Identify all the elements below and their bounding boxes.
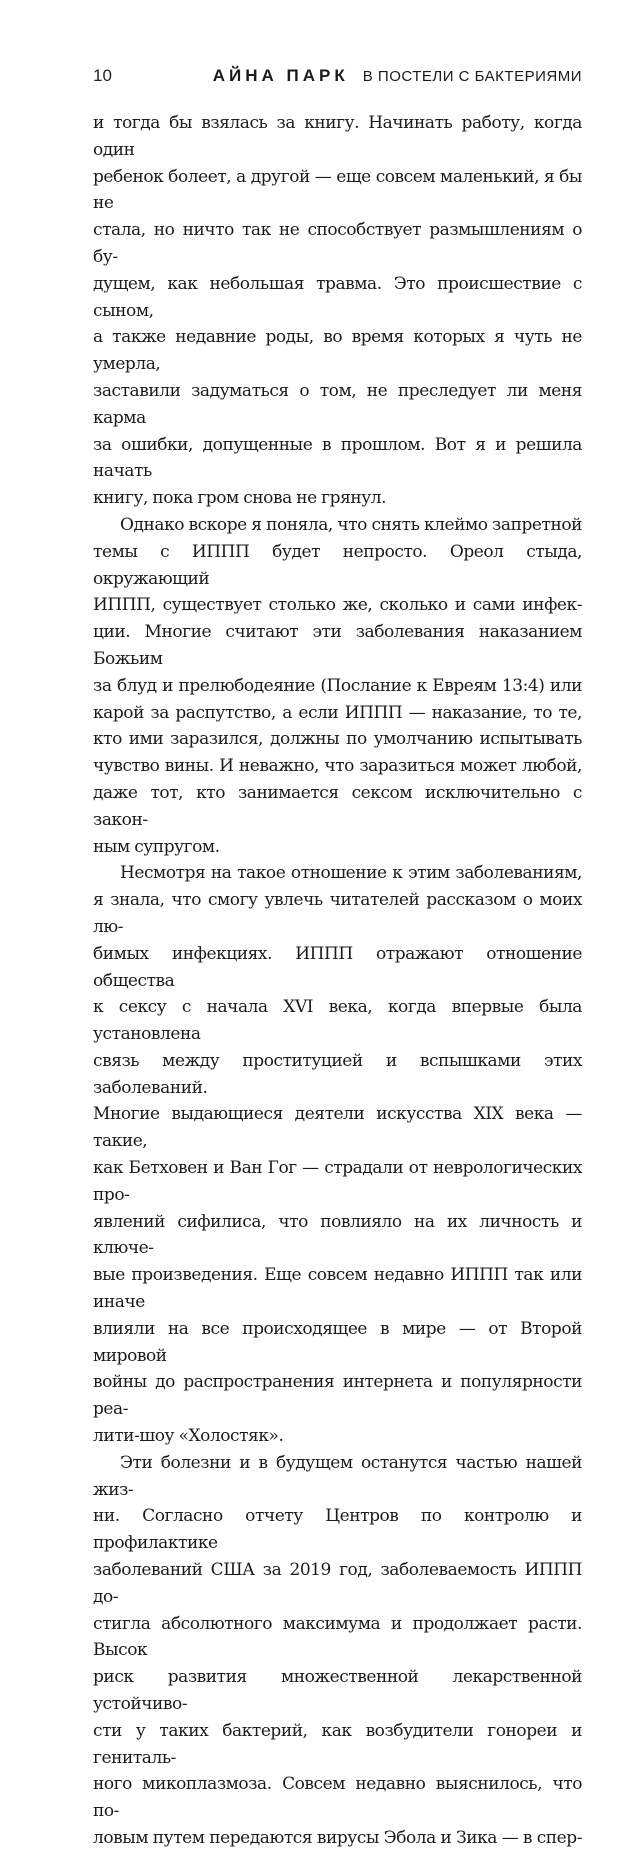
paragraph: [93, 110, 582, 512]
text-line: как Бетховен и Ван Гог — страдали от неврологических про-: [93, 1158, 582, 1205]
text-line: ным супругом.: [93, 836, 220, 857]
text-line: дущем, как небольшая травма. Это происшествие с сыном,: [93, 273, 582, 321]
page-number: 10: [93, 66, 112, 85]
text-line: книгу, пока гром снова не грянул.: [93, 488, 387, 509]
text-line: и тогда бы взялась за книгу. Начинать работу, когда один: [93, 113, 582, 160]
text-line: ребенок болеет, а другой — еще совсем маленький, я бы не: [93, 166, 582, 214]
text-line: кто ими заразился, должны по умолчанию испытывать: [93, 729, 582, 750]
paragraph: [93, 512, 582, 860]
text-line: стала, но ничто так не способствует размышлениям о бу-: [93, 220, 582, 267]
paragraph: [93, 860, 582, 1450]
body-text: [93, 110, 582, 1852]
book-title: В ПОСТЕЛИ С БАКТЕРИЯМИ: [362, 68, 582, 85]
text-line: явлений сифилиса, что повлияло на их личность и ключе-: [93, 1211, 582, 1259]
text-line: я знала, что смогу увлечь читателей рассказом о моих лю-: [93, 890, 582, 937]
text-line: а также недавние роды, во время которых я чуть не умерла,: [93, 327, 582, 375]
text-line: Эти болезни и в будущем останутся частью нашей жиз-: [93, 1452, 582, 1500]
text-line: к сексу с начала XVI века, когда впервые была установлена: [93, 997, 582, 1045]
text-line: Многие выдающиеся деятели искусства XIX века — такие,: [93, 1104, 582, 1152]
text-line: Несмотря на такое отношение к этим заболеваниям,: [120, 863, 582, 884]
text-line: стигла абсолютного максимума и продолжает расти. Высок: [93, 1613, 582, 1661]
text-line: сти у таких бактерий, как возбудители гонореи и гениталь-: [93, 1720, 582, 1768]
header-right: [213, 66, 582, 86]
text-line: связь между проституцией и вспышками этих заболеваний.: [93, 1050, 582, 1098]
text-line: заболеваний США за 2019 год, заболеваемость ИППП до-: [93, 1560, 582, 1607]
text-line: риск развития множественной лекарственной устойчиво-: [93, 1667, 582, 1715]
author-name: АЙНА ПАРК: [212, 66, 349, 85]
text-line: влияли на все происходящее в мире — от Второй мировой: [93, 1318, 582, 1366]
text-line: карой за распутство, а если ИППП — наказание, то те,: [93, 702, 582, 723]
text-line: бимых инфекциях. ИППП отражают отношение общества: [93, 943, 582, 991]
text-line: за блуд и прелюбодеяние (Послание к Евреям 13:4) или: [93, 675, 582, 696]
text-line: лити-шоу «Холостяк».: [93, 1426, 284, 1447]
paragraph: [93, 1450, 582, 1852]
text-line: ции. Многие считают эти заболевания наказанием Божьим: [93, 622, 582, 669]
text-line: войны до распространения интернета и популярности реа-: [93, 1372, 582, 1420]
text-line: за ошибки, допущенные в прошлом. Вот я и решила начать: [93, 434, 582, 482]
text-line: заставили задуматься о том, не преследует ли меня карма: [93, 380, 582, 428]
text-line: темы с ИППП будет непросто. Ореол стыда, окружающий: [93, 541, 582, 589]
text-line: Однако вскоре я поняла, что снять клеймо запретной: [120, 514, 582, 535]
text-line: ного микоплазмоза. Совсем недавно выяснилось, что по-: [93, 1774, 582, 1822]
text-line: ИППП, существует столько же, сколько и сами инфек-: [93, 595, 582, 616]
text-line: вые произведения. Еще совсем недавно ИППП так или иначе: [93, 1265, 582, 1313]
text-line: чувство вины. И неважно, что заразиться может любой,: [93, 756, 582, 777]
text-line: ловым путем передаются вирусы Эбола и Зика — в спер-: [93, 1828, 582, 1848]
text-line: даже тот, кто занимается сексом исключительно с закон-: [93, 782, 582, 830]
running-header: [93, 66, 582, 92]
text-line: ни. Согласно отчету Центров по контролю и профилактике: [93, 1506, 582, 1554]
